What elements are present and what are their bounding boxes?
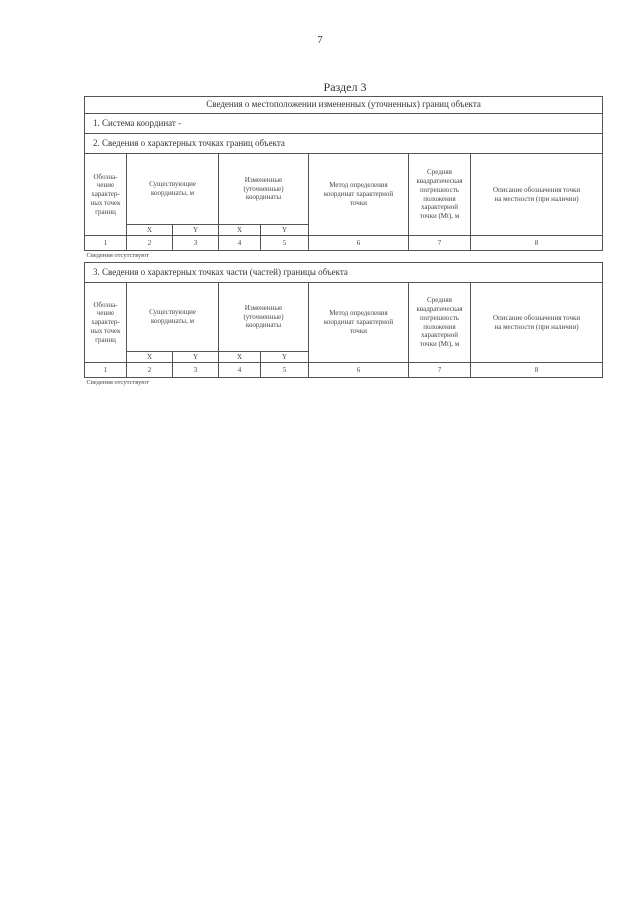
- col-method: Метод определения координат характерной точки: [309, 154, 409, 236]
- block2-title: 2. Сведения о характерных точках границ объекта: [85, 134, 603, 154]
- coord-system: 1. Система координат -: [85, 114, 603, 134]
- column-number: 1: [85, 363, 127, 378]
- boundary-table: [84, 96, 603, 389]
- column-number: 7: [409, 363, 471, 378]
- column-number: 5: [261, 363, 309, 378]
- header-y-existing: Y: [173, 352, 219, 363]
- col-designation: Обозна- чение характер- ных точек границ: [85, 154, 127, 236]
- section-title: Раздел 3: [323, 80, 367, 94]
- header-x-changed: X: [219, 225, 261, 236]
- column-number: 3: [173, 236, 219, 251]
- column-number: 8: [471, 236, 603, 251]
- column-number: 4: [219, 363, 261, 378]
- table-title: Сведения о местоположении измененных (уточненных) границ объекта: [85, 97, 603, 114]
- col-existing-coords: Существующие координаты, м: [127, 154, 219, 225]
- col-error: Средняя квадратическая погрешность положения характерной точки (Мt), м: [409, 283, 471, 363]
- no-data-note: Сведения отсутствуют: [85, 378, 603, 390]
- header-y-changed: Y: [261, 352, 309, 363]
- column-number: 1: [85, 236, 127, 251]
- column-number: 7: [409, 236, 471, 251]
- page-number: 7: [317, 34, 323, 46]
- column-number: 4: [219, 236, 261, 251]
- column-number: 5: [261, 236, 309, 251]
- col-method: Метод определения координат характерной точки: [309, 283, 409, 363]
- col-description: Описание обозначения точки на местности (при наличии): [471, 154, 603, 236]
- col-designation: Обозна- чение характер- ных точек границ: [85, 283, 127, 363]
- block3-title: 3. Сведения о характерных точках части (частей) границы объекта: [85, 263, 603, 283]
- header-y-changed: Y: [261, 225, 309, 236]
- col-changed-coords: Измененные (уточненные) координаты: [219, 154, 309, 225]
- header-x-changed: X: [219, 352, 261, 363]
- header-x-existing: X: [127, 352, 173, 363]
- header-y-existing: Y: [173, 225, 219, 236]
- col-existing-coords: Существующие координаты, м: [127, 283, 219, 352]
- column-number: 8: [471, 363, 603, 378]
- header-x-existing: X: [127, 225, 173, 236]
- col-error: Средняя квадратическая погрешность положения характерной точки (Мt), м: [409, 154, 471, 236]
- column-number: 2: [127, 236, 173, 251]
- no-data-note: Сведения отсутствуют: [85, 251, 603, 263]
- column-number: 3: [173, 363, 219, 378]
- col-description: Описание обозначения точки на местности (при наличии): [471, 283, 603, 363]
- col-changed-coords: Измененные (уточненные) координаты: [219, 283, 309, 352]
- column-number: 6: [309, 363, 409, 378]
- column-number: 6: [309, 236, 409, 251]
- column-number: 2: [127, 363, 173, 378]
